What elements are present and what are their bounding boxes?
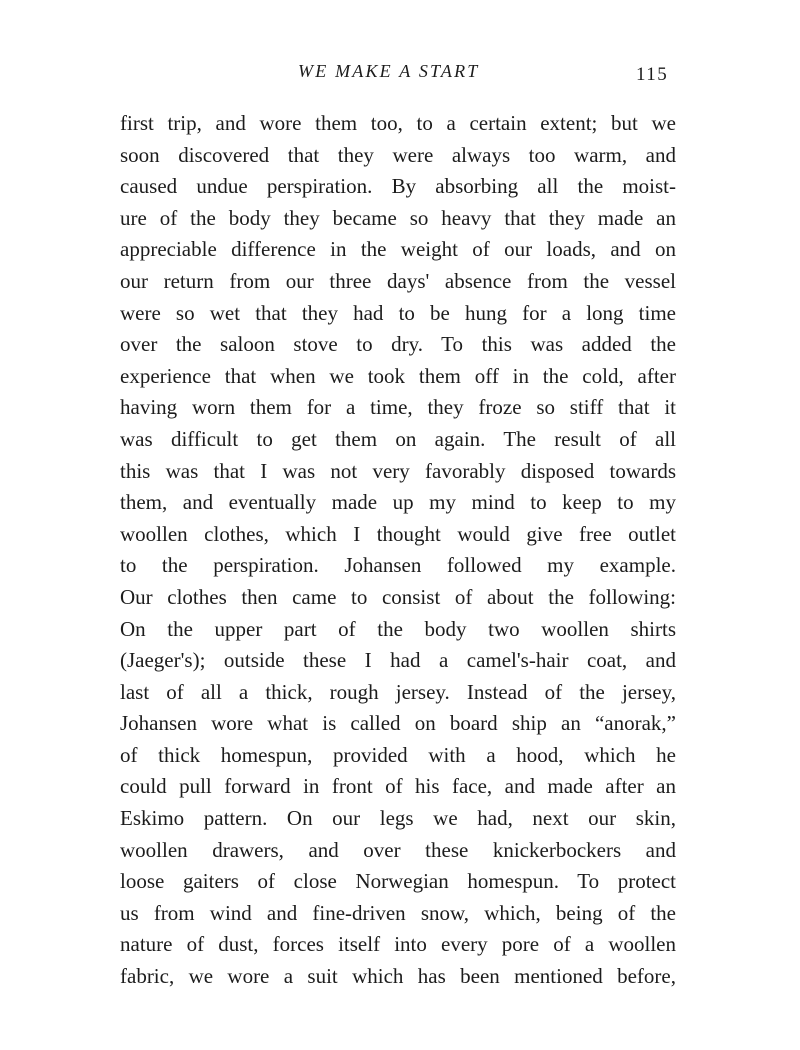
text-line: woollen clothes, which I thought would give free outlet bbox=[120, 521, 676, 546]
running-header bbox=[0, 58, 800, 88]
text-line: experience that when we took them off in the cold, after bbox=[120, 363, 676, 388]
text-line: woollen drawers, and over these knickerbockers and bbox=[120, 837, 676, 862]
text-line: fabric, we wore a suit which has been mentioned before, bbox=[120, 964, 676, 989]
text-line: Eskimo pattern. On our legs we had, next our skin, bbox=[120, 806, 676, 831]
text-line: over the saloon stove to dry. To this was added the bbox=[120, 332, 676, 357]
text-line: Our clothes then came to consist of about the following: bbox=[120, 584, 676, 609]
text-line: nature of dust, forces itself into every pore of a woollen bbox=[120, 932, 676, 957]
text-line: could pull forward in front of his face, and made after an bbox=[120, 774, 676, 799]
text-line: to the perspiration. Johansen followed my example. bbox=[120, 553, 676, 578]
text-line: last of all a thick, rough jersey. Instead of the jersey, bbox=[120, 679, 676, 704]
text-line: our return from our three days' absence from the vessel bbox=[120, 268, 676, 293]
text-line: of thick homespun, provided with a hood, which he bbox=[120, 742, 676, 767]
page-number: 115 bbox=[636, 64, 669, 85]
text-line: Johansen wore what is called on board ship an “anorak,” bbox=[120, 711, 676, 736]
text-line: having worn them for a time, they froze so stiff that it bbox=[120, 395, 676, 420]
text-line: On the upper part of the body two woollen shirts bbox=[120, 616, 676, 641]
text-line: (Jaeger's); outside these I had a camel's-hair coat, and bbox=[120, 648, 676, 673]
running-title: WE MAKE A START bbox=[298, 61, 480, 81]
text-line: was difficult to get them on again. The result of all bbox=[120, 426, 676, 451]
text-line: them, and eventually made up my mind to keep to my bbox=[120, 490, 676, 515]
text-line: caused undue perspiration. By absorbing all the moist- bbox=[120, 174, 676, 199]
text-line: were so wet that they had to be hung for a long time bbox=[120, 300, 676, 325]
text-line: this was that I was not very favorably disposed towards bbox=[120, 458, 676, 483]
text-line: appreciable difference in the weight of our loads, and on bbox=[120, 237, 676, 262]
text-line: loose gaiters of close Norwegian homespun. To protect bbox=[120, 869, 676, 894]
text-line: soon discovered that they were always too warm, and bbox=[120, 142, 676, 167]
text-line: first trip, and wore them too, to a certain extent; but we bbox=[120, 111, 676, 135]
text-line: us from wind and fine-driven snow, which, being of the bbox=[120, 900, 676, 925]
body-text bbox=[120, 108, 676, 993]
text-line: ure of the body they became so heavy that they made an bbox=[120, 205, 676, 230]
